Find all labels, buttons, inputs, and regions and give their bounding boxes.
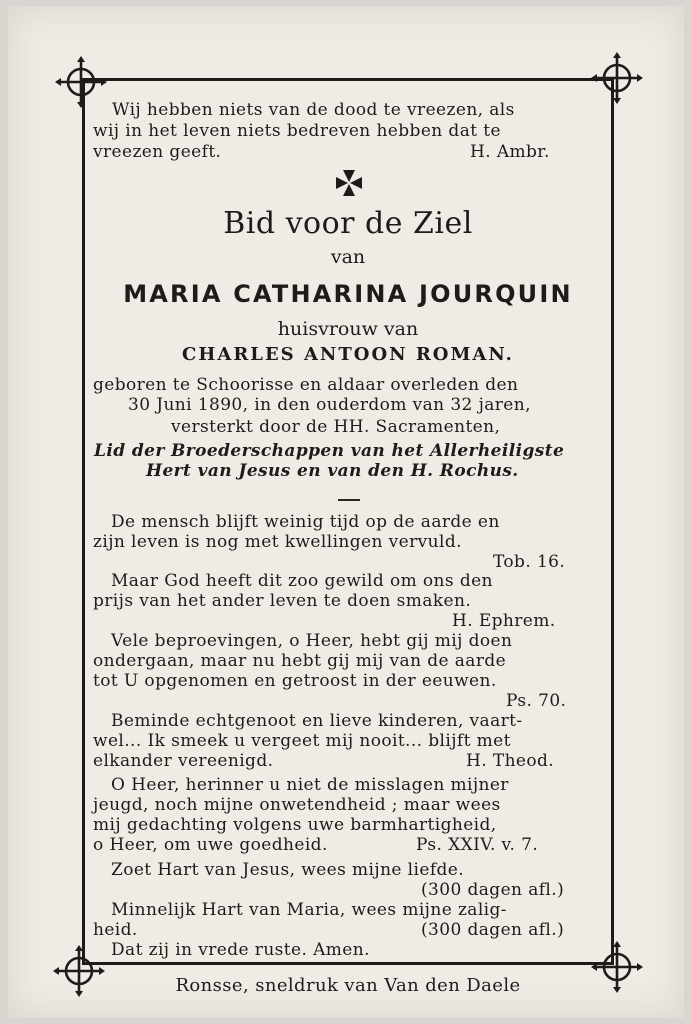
heading-huisvrouw: huisvrouw van <box>277 318 419 340</box>
border-left <box>82 78 85 965</box>
quote-source: Ps. XXIV. v. 7. <box>416 835 539 855</box>
motto-source: H. Ambr. <box>470 142 550 162</box>
printer-credit: Ronsse, sneldruk van Van den Daele <box>175 975 521 996</box>
quote-line: Maar God heeft dit zoo gewild om ons den <box>111 571 493 591</box>
border-top <box>82 78 614 81</box>
quote-line: elkander vereenigd. <box>93 751 274 771</box>
quote-line: Beminde echtgenoot en lieve kinderen, vaart- <box>111 711 523 731</box>
quote-source: H. Ephrem. <box>452 611 556 631</box>
maltese-cross-icon <box>334 168 364 198</box>
quote-line: O Heer, herinner u niet de misslagen mijner <box>111 775 509 795</box>
prayer-line: Zoet Hart van Jesus, wees mijne liefde. <box>111 860 465 880</box>
quote-source: H. Theod. <box>466 751 555 771</box>
bio-line: versterkt door de HH. Sacramenten, <box>171 417 501 437</box>
motto-line: vreezen geeft. <box>93 142 222 162</box>
motto-line: wij in het leven niets bedreven hebben dat te <box>93 121 501 141</box>
border-bottom <box>82 962 614 965</box>
memorial-card <box>8 6 684 1018</box>
quote-line: jeugd, noch mijne onwetendheid ; maar wees <box>93 795 501 815</box>
quote-line: prijs van het ander leven te doen smaken. <box>93 591 472 611</box>
heading-van: van <box>330 246 366 268</box>
bio-line: geboren te Schoorisse en aldaar overleden den <box>93 375 519 395</box>
husband-name: CHARLES ANTOON ROMAN. <box>182 344 514 365</box>
quote-line: De mensch blijft weinig tijd op de aarde en <box>111 512 500 532</box>
motto-line: Wij hebben niets van de dood te vreezen, als <box>112 100 515 120</box>
quote-line: Vele beproevingen, o Heer, hebt gij mij doen <box>111 631 513 651</box>
quote-line: wel... Ik smeek u vergeet mij nooit... blijft met <box>93 731 511 751</box>
prayer-line: Dat zij in vrede ruste. Amen. <box>111 940 370 960</box>
deceased-name: MARIA CATHARINA JOURQUIN <box>123 280 573 308</box>
quote-source: Tob. 16. <box>493 552 566 572</box>
prayer-indulgence: (300 dagen afl.) <box>421 920 565 940</box>
prayer-indulgence: (300 dagen afl.) <box>421 880 565 900</box>
bio-line: Hert van Jesus en van den H. Rochus. <box>146 461 519 481</box>
quote-line: tot U opgenomen en getroost in der eeuwen. <box>93 671 497 691</box>
prayer-line: Minnelijk Hart van Maria, wees mijne zalig- <box>111 900 507 920</box>
quote-source: Ps. 70. <box>506 691 567 711</box>
heading-bid: Bid voor de Ziel <box>223 206 473 241</box>
bio-line: 30 Juni 1890, in den ouderdom van 32 jaren, <box>128 395 531 415</box>
quote-line: mij gedachting volgens uwe barmhartigheid, <box>93 815 497 835</box>
quote-line: o Heer, om uwe goedheid. <box>93 835 328 855</box>
divider <box>338 499 360 501</box>
prayer-line: heid. <box>93 920 138 940</box>
corner-cross-icon <box>53 54 109 110</box>
quote-line: zijn leven is nog met kwellingen vervuld. <box>93 532 462 552</box>
border-right <box>611 78 614 965</box>
bio-line: Lid der Broederschappen van het Allerheiligste <box>94 441 565 461</box>
quote-line: ondergaan, maar nu hebt gij mij van de aarde <box>93 651 507 671</box>
corner-cross-icon <box>589 50 645 106</box>
